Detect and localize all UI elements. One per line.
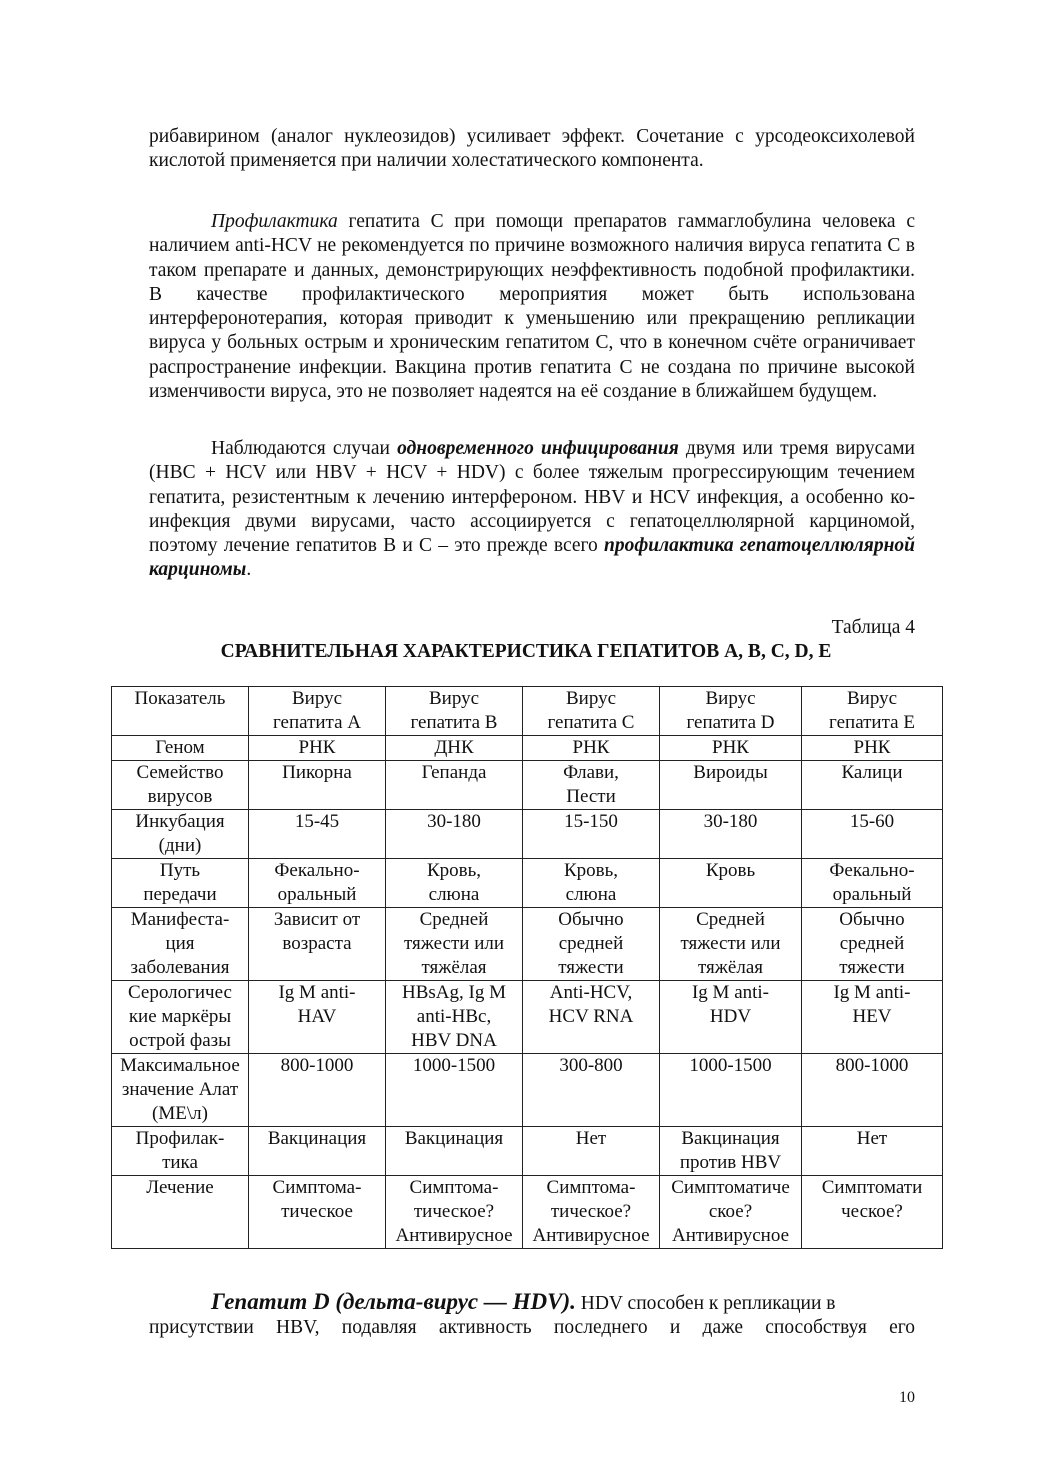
table-header-cell: Вирус гепатита Е — [802, 687, 943, 736]
table-row-label: Геном — [112, 736, 249, 761]
table-cell: Симптома- тическое? Антивирусное — [386, 1176, 523, 1249]
coinfection-text-c: двумя или тремя вирусами (HBC + HCV или HBV + HCV + HDV) с более тяжелым прогрессирующим течением гепатита, резистентным к лечению интерфероном. HBV и HCV инфекция, а особенно ко-инфекция двуми вирусами, часто ассоциируется с гепатоцеллюлярной карциномой, поэтому лечение гепатитов В и С – это прежде всего — [149, 438, 915, 557]
table-header-cell: Вирус гепатита В — [386, 687, 523, 736]
table-row — [112, 1176, 943, 1249]
table-cell: 30-180 — [386, 810, 523, 859]
carcinoma-term: профилактика гепатоцеллюлярной карциномы — [149, 535, 915, 581]
table-cell: 30-180 — [660, 810, 802, 859]
table-cell: 1000-1500 — [660, 1054, 802, 1127]
table-cell: Кровь — [660, 859, 802, 908]
table-row-label: Максимальное значение Алат (МЕ\л) — [112, 1054, 249, 1127]
table-cell: Средней тяжести или тяжёлая — [386, 908, 523, 981]
table-cell: Ig M anti- HAV — [249, 981, 386, 1054]
table-cell: Вироиды — [660, 761, 802, 810]
table-row-label: Манифеста- ция заболевания — [112, 908, 249, 981]
table-cell: Вакцинация — [249, 1127, 386, 1176]
table-cell: Симптоматиче ское? Антивирусное — [660, 1176, 802, 1249]
table-cell: 800-1000 — [802, 1054, 943, 1127]
table-cell: Симптома- тическое — [249, 1176, 386, 1249]
table-cell: Кровь, слюна — [523, 859, 660, 908]
table-cell: Калици — [802, 761, 943, 810]
table-row-label: Лечение — [112, 1176, 249, 1249]
table-row-label: Путь передачи — [112, 859, 249, 908]
table-cell: РНК — [523, 736, 660, 761]
table-cell: 1000-1500 — [386, 1054, 523, 1127]
table-cell: 15-150 — [523, 810, 660, 859]
table-cell: 15-45 — [249, 810, 386, 859]
table-row — [112, 736, 943, 761]
table-cell: 800-1000 — [249, 1054, 386, 1127]
table-row-label: Серологичес кие маркёры острой фазы — [112, 981, 249, 1054]
table-row-label: Семейство вирусов — [112, 761, 249, 810]
coinfection-term: одновременного инфицирования — [397, 438, 679, 459]
table-row — [112, 810, 943, 859]
table-title: СРАВНИТЕЛЬНАЯ ХАРАКТЕРИСТИКА ГЕПАТИТОВ А, В, С, D, Е — [220, 641, 832, 662]
table-header-cell: Вирус гепатита D — [660, 687, 802, 736]
table-cell: Кровь, слюна — [386, 859, 523, 908]
table-cell: Нет — [802, 1127, 943, 1176]
page-number: 10 — [899, 1389, 915, 1406]
table-row — [112, 981, 943, 1054]
table-cell: Anti-HCV, HCV RNA — [523, 981, 660, 1054]
table-number: Таблица 4 — [831, 617, 915, 638]
table-cell: Фекально- оральный — [249, 859, 386, 908]
table-row-label: Инкубация (дни) — [112, 810, 249, 859]
table-cell: Ig M anti- HDV — [660, 981, 802, 1054]
paragraph-coinfection — [149, 437, 915, 583]
prophylaxis-text: гепатита С при помощи препаратов гаммаглобулина человека с наличием anti-HCV не рекомендуется по причине возможного наличия вируса гепатита С в таком препарате и данных, демонстрирующих неэффективность подобной профилактики. В качестве профилактического мероприятия может быть использована интерферонотерапия, которая приводит к уменьшению или прекращению репликации вируса у больных острым и хроническим гепатитом С, что в конечном счёте ограничивает распространение инфекции. Вакцина против гепатита С не создана по причине высокой изменчивости вируса, это не позволяет надеятся на её создание в ближайшем будущем. — [149, 211, 915, 403]
table-cell: Гепанда — [386, 761, 523, 810]
table-row — [112, 1127, 943, 1176]
table-cell: Обычно средней тяжести — [523, 908, 660, 981]
table-row — [112, 1054, 943, 1127]
hepatitis-d-heading: Гепатит D (дельта-вирус — HDV). — [211, 1289, 576, 1314]
table-row — [112, 859, 943, 908]
table-cell: Вакцинация против HBV — [660, 1127, 802, 1176]
table-cell: РНК — [249, 736, 386, 761]
table-cell: Обычно средней тяжести — [802, 908, 943, 981]
table-row — [112, 908, 943, 981]
paragraph-ribavirin — [149, 125, 915, 174]
table-header-cell: Показатель — [112, 687, 249, 736]
table-row-label: Профилак- тика — [112, 1127, 249, 1176]
hepatitis-d-section — [149, 1288, 915, 1318]
table-cell: Нет — [523, 1127, 660, 1176]
table-cell: 15-60 — [802, 810, 943, 859]
table-cell: HBsAg, Ig M anti-HBc, HBV DNA — [386, 981, 523, 1054]
table-cell: Зависит от возраста — [249, 908, 386, 981]
hepatitis-d-text-1: HDV способен к репликации в — [575, 1293, 836, 1314]
table-header-cell: Вирус гепатита А — [249, 687, 386, 736]
table-cell: ДНК — [386, 736, 523, 761]
table-cell: Вакцинация — [386, 1127, 523, 1176]
table-cell: РНК — [802, 736, 943, 761]
coinfection-text-e: . — [246, 559, 252, 581]
table-cell: Ig M anti- HEV — [802, 981, 943, 1054]
table-cell: РНК — [660, 736, 802, 761]
table-cell: Флави, Пести — [523, 761, 660, 810]
prophylaxis-term: Профилактика — [211, 211, 338, 232]
table-header-row — [112, 687, 943, 736]
table-header-cell: Вирус гепатита С — [523, 687, 660, 736]
table-cell: Пикорна — [249, 761, 386, 810]
table-cell: Симптомати ческое? — [802, 1176, 943, 1249]
paragraph-prophylaxis — [149, 210, 915, 404]
table-cell: Средней тяжести или тяжёлая — [660, 908, 802, 981]
hepatitis-comparison-table — [111, 686, 943, 1249]
hepatitis-d-line2: присутствии HBV, подавляя активность последнего и даже способствуя его — [149, 1317, 915, 1338]
table-cell: Симптома- тическое? Антивирусное — [523, 1176, 660, 1249]
coinfection-text-a: Наблюдаются случаи — [211, 438, 398, 459]
table-cell: Фекально- оральный — [802, 859, 943, 908]
paragraph-ribavirin-text: рибавирином (аналог нуклеозидов) усиливает эффект. Сочетание с урсодеоксихолевой кислотой применяется при наличии холестатического компонента. — [149, 126, 915, 172]
table-cell: 300-800 — [523, 1054, 660, 1127]
table-row — [112, 761, 943, 810]
